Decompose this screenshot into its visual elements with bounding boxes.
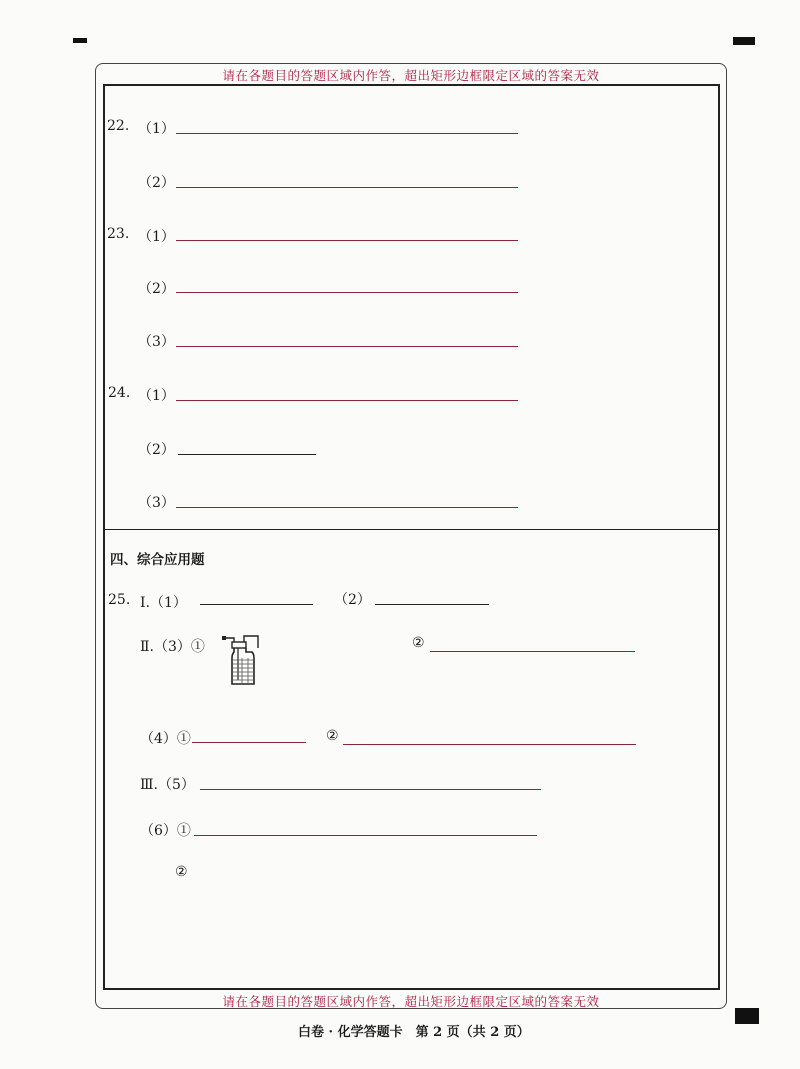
question-number-24: 24. bbox=[108, 385, 131, 401]
q25-part-5-label: Ⅲ.（5） bbox=[140, 777, 195, 793]
q25-part-4b-answer-line[interactable] bbox=[343, 744, 636, 745]
q25-part-3b-answer-line[interactable] bbox=[430, 651, 635, 652]
gas-washing-bottle-icon bbox=[222, 632, 264, 688]
q25-part-3-label: Ⅱ.（3）① bbox=[140, 639, 205, 655]
q23-part-2-label: （2） bbox=[138, 281, 175, 297]
q25-part-3b-label: ② bbox=[412, 635, 425, 651]
question-number-25: 25. bbox=[108, 592, 131, 608]
q25-part-6b-label: ② bbox=[175, 864, 188, 880]
q23-part-3-label: （3） bbox=[138, 334, 175, 350]
q25-part-2-label: （2） bbox=[334, 592, 371, 608]
q23-part-3-answer-line[interactable] bbox=[176, 346, 518, 347]
q22-part-2-answer-line[interactable] bbox=[176, 187, 518, 188]
q22-part-2-label: （2） bbox=[138, 175, 175, 191]
q25-part-4a-label: （4）① bbox=[140, 731, 191, 747]
page-footer: 白卷 · 化学答题卡 第 2 页（共 2 页） bbox=[298, 1025, 530, 1040]
q25-part-6a-label: （6）① bbox=[140, 823, 191, 839]
section-divider bbox=[103, 529, 720, 530]
top-notice: 请在各题目的答题区域内作答，超出矩形边框限定区域的答案无效 bbox=[222, 68, 600, 83]
answer-area-frame bbox=[103, 84, 720, 990]
bottom-notice: 请在各题目的答题区域内作答，超出矩形边框限定区域的答案无效 bbox=[222, 994, 600, 1009]
q24-part-3-answer-line[interactable] bbox=[176, 507, 518, 508]
q25-part-4b-label: ② bbox=[326, 728, 339, 744]
q24-part-1-answer-line[interactable] bbox=[176, 400, 518, 401]
question-number-22: 22. bbox=[107, 118, 130, 134]
q23-part-1-answer-line[interactable] bbox=[176, 240, 518, 241]
q23-part-2-answer-line[interactable] bbox=[176, 292, 518, 293]
q24-part-2-answer-line[interactable] bbox=[178, 454, 316, 455]
registration-mark-top-left bbox=[73, 38, 87, 43]
q25-part-1-label: Ⅰ.（1） bbox=[140, 595, 187, 611]
q22-part-1-answer-line[interactable] bbox=[176, 133, 518, 134]
q25-part-6a-answer-line[interactable] bbox=[194, 835, 537, 836]
q23-part-1-label: （1） bbox=[138, 229, 175, 245]
q25-part-5-answer-line[interactable] bbox=[200, 789, 541, 790]
question-number-23: 23. bbox=[107, 226, 130, 242]
q25-part-4a-answer-line[interactable] bbox=[192, 742, 306, 743]
q24-part-1-label: （1） bbox=[138, 388, 175, 404]
registration-mark-top-right bbox=[733, 37, 755, 45]
q24-part-3-label: （3） bbox=[138, 495, 175, 511]
q24-part-2-label: （2） bbox=[138, 442, 175, 458]
q22-part-1-label: （1） bbox=[138, 121, 175, 137]
registration-mark-bottom-right bbox=[735, 1008, 759, 1024]
q25-part-1-answer-line[interactable] bbox=[200, 604, 313, 605]
q25-part-2-answer-line[interactable] bbox=[375, 604, 489, 605]
section-title: 四、综合应用题 bbox=[110, 552, 205, 568]
